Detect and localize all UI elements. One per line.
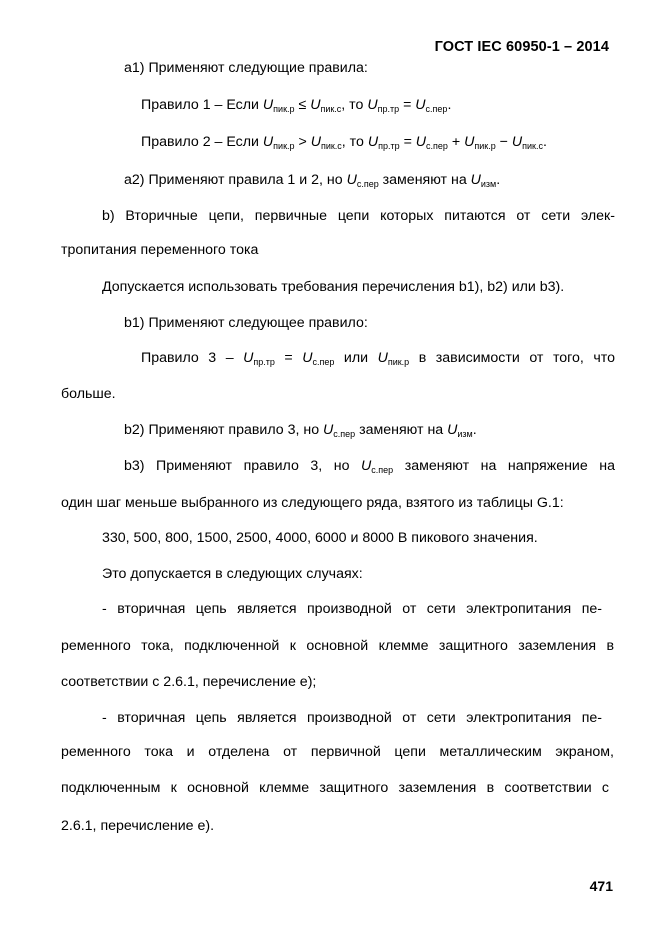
clause-a1-intro: а1) Применяют следующие правила: [124,60,368,76]
clause-b2: b2) Применяют правило 3, но $U_{с.пер}$ заменяют на $U_{изм}$. [124,422,477,439]
document-header: ГОСТ IEC 60950-1 – 2014 [434,39,609,55]
page-number: 471 [589,878,613,894]
clause-b3-line-1: b3) Применяют правило 3, но $U_{с.пер}$ заменяют на напряжение на [124,458,615,475]
case-2-line-1: - вторичная цепь является производной от сети электропитания пе- [102,710,602,726]
case-1-line-3: соответствии с 2.6.1, перечисление е); [61,674,317,690]
rule-1: Правило 1 – Если $U_{пик.р} \le U_{пик.с}$, то $U_{пр.тр} = U_{с.пер}$. [141,97,452,114]
case-2-line-4: 2.6.1, перечисление е). [61,818,215,834]
rule-3: Правило $3 - U_{пр.тр} = U_{с.пер}$ или $U_{пик.р}$ в зависимости от того, что [141,350,616,367]
clause-b1-intro: b1) Применяют следующее правило: [124,315,368,331]
voltage-series: 330, 500, 800, 1500, 2500, 4000, 6000 и 8000 В пикового значения. [102,530,538,546]
clause-b3-line-2: один шаг меньше выбранного из следующего ряда, взятого из таблицы G.1: [61,495,564,511]
clause-a2: а2) Применяют правила 1 и 2, но $U_{с.пер}$ заменяют на $U_{изм}$. [124,172,501,189]
clause-b-line-1: b) Вторичные цепи, первичные цепи которых питаются от сети элек- [102,208,615,224]
case-2-line-2: ременного тока и отделена от первичной цепи металлическим экраном, [61,744,614,760]
case-1-line-1: - вторичная цепь является производной от сети электропитания пе- [102,601,602,617]
clause-b-line-2: тропитания переменного тока [61,242,259,258]
rule-2: Правило 2 – Если $U_{пик.р} > U_{пик.с}$, то $U_{пр.тр} = U_{с.пер} + U_{пик.р} - U_{пик.с}$. [141,134,547,151]
case-2-line-3: подключенным к основной клемме защитного заземления в соответствии с [61,780,609,796]
case-1-line-2: ременного тока, подключенной к основной клемме защитного заземления в [61,638,614,654]
permit-b-options: Допускается использовать требования перечисления b1), b2) или b3). [102,279,565,295]
rule-3-continuation: больше. [61,386,116,402]
allowed-cases-intro: Это допускается в следующих случаях: [102,566,363,582]
